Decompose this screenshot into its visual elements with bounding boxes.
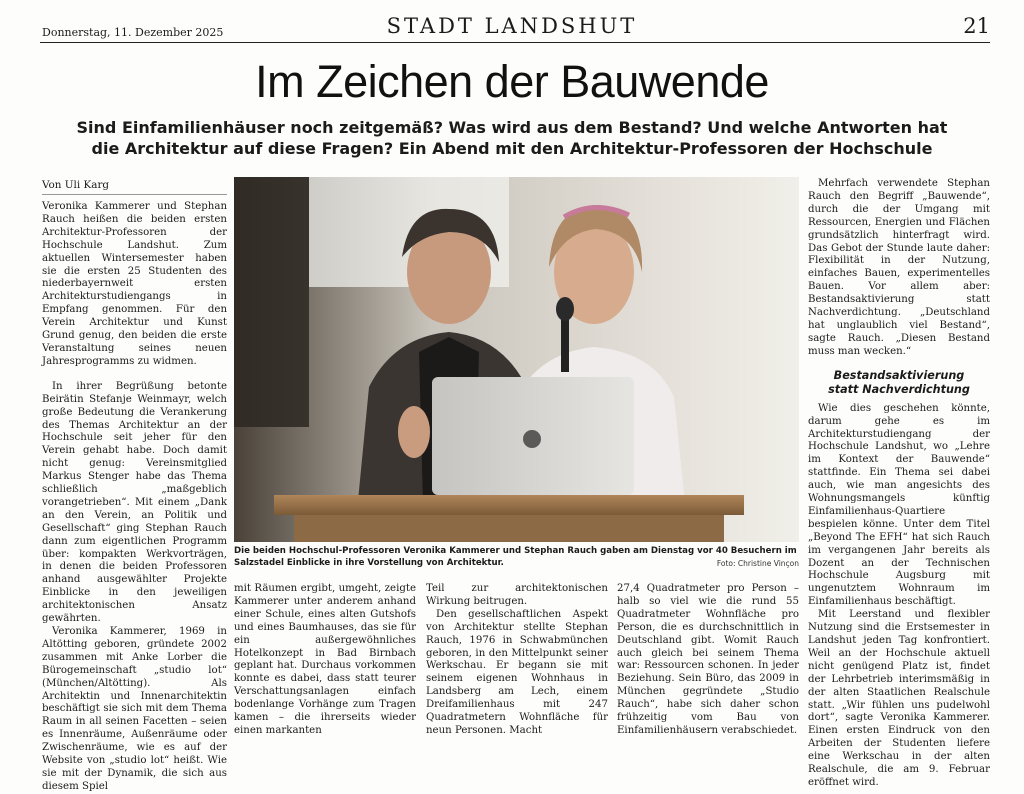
column-5	[808, 178, 990, 790]
issue-date: Donnerstag, 11. Dezember 2025	[42, 26, 224, 39]
article-subtitle	[808, 369, 990, 397]
paragraph: Den gesellschaftlichen Aspekt von Architektur stellte Stephan Rauch, 1976 in Schwabmünchen geboren, in den Mittelpunkt seiner Werkschau. Er begann sie mit seinem eigenen Wohnhaus in Landsberg am Lech, einem Dreifamilienhaus mit 247 Quadratmetern Wohnfläche für neun Personen. Macht	[426, 608, 608, 736]
paragraph: Veronika Kammerer und Stephan Rauch heißen die beiden ersten Architektur-Professoren der Hochschule Landshut. Zum aktuellen Wintersemester haben sie die ersten 25 Studenten des niederbayernweit ersten Architekturstudiengangs in Empfang genommen. Für den Verein Architektur und Kunst Grund genug, den beiden die erste Veranstaltung seines neuen Jahresprogramms zu widmen.	[42, 201, 227, 367]
column-2	[234, 583, 416, 738]
paragraph: In ihrer Begrüßung betonte Beirätin Stefanje Weinmayr, welch große Bedeutung die Verankerung des Themas Architektur an der Hochschule seit jeher für den Verein gehabt habe. Doch damit nicht genug: Vereinsmitglied Markus Stenger habe das Thema schließlich „maßgeblich vorangetrieben“. Mit einem „Dank an den Verein, an Politik und Gesellschaft“ ging Stephan Rauch dann zum eigentlichen Programm über: kompakten Werkvorträgen, in denen die beiden Professoren anhand ausgewählter Projekte Einblicke in den jeweiligen architektonischen Ansatz gewährten.	[42, 380, 227, 625]
page-number: 21	[963, 14, 990, 38]
paragraph: Mit Leerstand und flexibler Nutzung sind die Erstsemester in Landshut jeden Tag konfrontiert. Weil an der Hochschule aktuell nicht genügend Platz ist, findet der Lehrbetrieb interimsmäßig in der alten Staatlichen Realschule statt. „Wir fühlen uns pudelwohl dort“, sagte Veronika Kammerer. Einen ersten Eindruck von den Arbeiten der Studenten liefere eine Werkschau in der alten Realschule, die am 9. Februar eröffnet wird.	[808, 609, 990, 788]
photo-caption: Die beiden Hochschul-Professoren Veronika Kammerer und Stephan Rauch gaben am Dienstag vor 40 Besuchern im Salzstadel Einblicke in ihre Vorstellung von Architektur.	[234, 546, 797, 568]
section-title: STADT LANDSHUT	[386, 14, 638, 38]
header-rule	[40, 42, 990, 43]
paragraph: Wie dies geschehen könnte, darum gehe es im Architekturstudiengang der Hochschule Landshut, wo „Lehre im Kontext der Bauwende“ stattfinde. Ein Thema sei dabei auch, wie man angesichts des Wohnungsmangels künftig Einfamilienhaus-Quartiere bespielen könne. Unter dem Titel „Beyond The EFH“ hat sich Rauch im vergangenen Jahr bereits als Dozent an der Technischen Hochschule Augsburg mit ungenutztem Wohnraum im Einfamilienhaus beschäftigt.	[808, 402, 990, 608]
column-4	[617, 583, 799, 738]
lecture-photo-image	[234, 177, 799, 542]
subtitle-line: Bestandsaktivierung	[833, 368, 965, 382]
byline: Von Uli Karg	[42, 179, 227, 195]
paragraph: Veronika Kammerer, 1969 in Altötting geboren, gründete 2002 zusammen mit Anke Lorber die Bürogemeinschaft „studio lot“ (München/Altötting). Als Architektin und Innenarchitektin beschäftigt sie sich mit dem Thema Raum in all seinen Facetten – seien es Innenräume, Außenräume oder Zwischenräume, wie es auf der Website von „studio lot“ heißt. Wie sie mit der Dynamik, die sich aus diesem Spiel	[42, 626, 227, 792]
column-1	[42, 201, 227, 794]
column-3	[426, 583, 608, 738]
article-subhead: Sind Einfamilienhäuser noch zeitgemäß? Was wird aus dem Bestand? Und welche Antworten hat die Architektur auf diese Fragen? Ein Abend mit den Architektur-Professoren der Hochschule	[76, 118, 948, 158]
article-photo	[234, 177, 799, 542]
article-headline: Im Zeichen der Bauwende	[255, 56, 769, 107]
paragraph: mit Räumen ergibt, umgeht, zeigte Kammerer unter anderem anhand einer Schule, eines alten Gutshofs und eines Baumhauses, das sie für ein außergewöhnliches Hotelkonzept in Bad Birnbach geplant hat. Durchaus vorkommen konnte es dabei, dass statt teurer Verschattungsanlagen einfach bodenlange Vorhänge zum Tragen kamen – die ihrerseits wieder einen markanten	[234, 583, 416, 736]
photo-credit: Foto: Christine Vinçon	[716, 559, 799, 568]
paragraph: Teil zur architektonischen Wirkung beitrugen.	[426, 583, 608, 607]
paragraph: Mehrfach verwendete Stephan Rauch den Begriff „Bauwende“, durch die der Umgang mit Ressourcen, Energien und Flächen grundsätzlich hinterfragt wird. Das Gebot der Stunde laute daher: Flexibilität in der Nutzung, einfaches Bauen, experimentelles Bauen. Vor allem aber: Bestandsaktivierung statt Nachverdichtung. „Deutschland hat unglaublich viel Bestand“, sagte Rauch. „Diesen Bestand muss man wecken.“	[808, 178, 990, 357]
subtitle-line: statt Nachverdichtung	[828, 382, 970, 396]
paragraph: 27,4 Quadratmeter pro Person – halb so viel wie die rund 55 Quadratmeter Wohnfläche pro Person, die es durchschnittlich in Deutschland gibt. Womit Rauch auch gleich bei seinem Thema war: Ressourcen schonen. In jeder Beziehung. Sein Büro, das 2009 in München gegründete „Studio Rauch“, habe sich daher schon frühzeitig vom Bau von Einfamilienhäusern verabschiedet.	[617, 583, 799, 736]
